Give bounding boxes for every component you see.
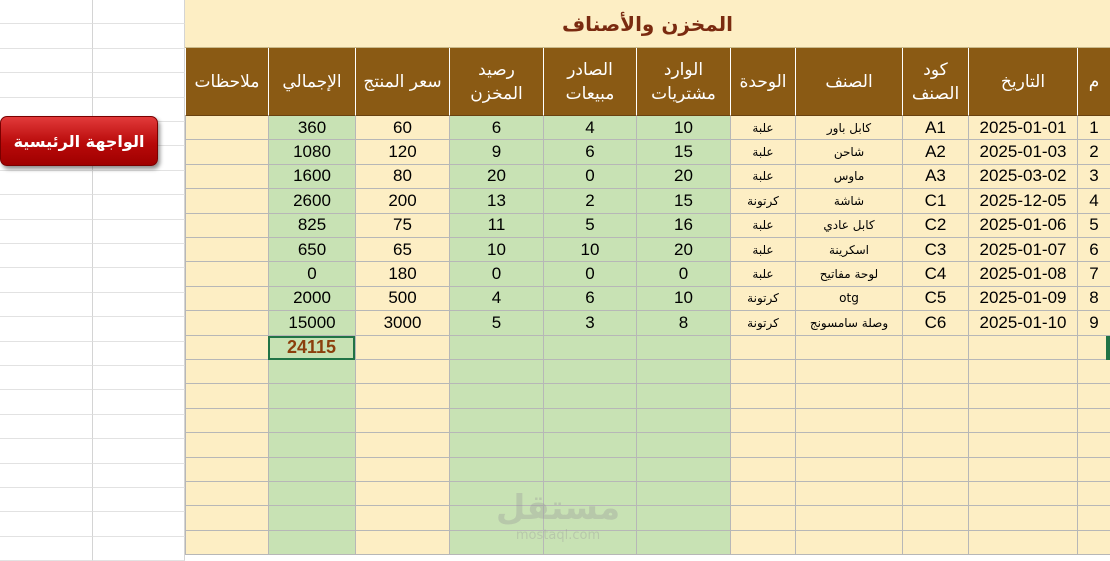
empty-cell[interactable] [795,336,902,360]
empty-cell[interactable] [185,360,268,384]
cell-m[interactable]: 2 [1077,140,1110,164]
empty-cell[interactable] [730,409,795,433]
empty-cell[interactable] [730,531,795,555]
cell-price[interactable]: 75 [355,214,449,238]
empty-cell[interactable] [185,384,268,408]
empty-cell[interactable] [730,458,795,482]
cell-out[interactable]: 2 [543,189,636,213]
empty-cell[interactable] [93,268,185,292]
empty-cell[interactable] [449,531,543,555]
empty-cell[interactable] [93,512,185,536]
cell-notes[interactable] [185,214,268,238]
empty-cell[interactable] [1077,458,1110,482]
empty-cell[interactable] [0,49,93,73]
empty-cell[interactable] [0,73,93,97]
cell-total[interactable]: 650 [268,238,355,262]
empty-cell[interactable] [93,317,185,341]
cell-code[interactable]: A3 [902,165,968,189]
cell-m[interactable]: 4 [1077,189,1110,213]
cell-stock[interactable]: 0 [449,262,543,286]
cell-total[interactable]: 0 [268,262,355,286]
cell-stock[interactable]: 9 [449,140,543,164]
cell-notes[interactable] [185,140,268,164]
empty-cell[interactable] [902,336,968,360]
empty-cell[interactable] [730,336,795,360]
empty-cell[interactable] [93,49,185,73]
empty-cell[interactable] [795,409,902,433]
empty-cell[interactable] [268,506,355,530]
empty-cell[interactable] [902,531,968,555]
empty-cell[interactable] [449,482,543,506]
empty-cell[interactable] [0,268,93,292]
empty-cell[interactable] [0,220,93,244]
empty-cell[interactable] [93,342,185,366]
cell-in[interactable]: 10 [636,116,730,140]
cell-date[interactable]: 2025-01-03 [968,140,1077,164]
empty-cell[interactable] [730,360,795,384]
empty-cell[interactable] [93,293,185,317]
sheet-title: المخزن والأصناف [185,0,1110,48]
cell-price[interactable]: 3000 [355,311,449,335]
cell-total[interactable]: 360 [268,116,355,140]
empty-cell[interactable] [795,531,902,555]
empty-cell[interactable] [795,482,902,506]
empty-cell[interactable] [795,360,902,384]
cell-in[interactable]: 15 [636,189,730,213]
grand-total-cell[interactable]: 24115 [268,336,355,360]
empty-cell[interactable] [185,458,268,482]
cell-notes[interactable] [185,165,268,189]
empty-cell[interactable] [0,512,93,536]
empty-cell[interactable] [0,464,93,488]
empty-cell[interactable] [449,336,543,360]
empty-cell[interactable] [93,220,185,244]
cell-unit[interactable]: كرتونة [730,311,795,335]
header-out[interactable]: الصادر مبيعات [543,48,636,116]
cell-notes[interactable] [185,311,268,335]
empty-cell[interactable] [636,409,730,433]
cell-unit[interactable]: علبة [730,262,795,286]
empty-cell[interactable] [1077,433,1110,457]
empty-cell[interactable] [543,482,636,506]
empty-cell[interactable] [268,384,355,408]
empty-cell[interactable] [968,409,1077,433]
empty-cell[interactable] [355,409,449,433]
cell-unit[interactable]: علبة [730,214,795,238]
cell-in[interactable]: 0 [636,262,730,286]
empty-cell[interactable] [543,433,636,457]
cell-stock[interactable]: 13 [449,189,543,213]
empty-cell[interactable] [636,531,730,555]
empty-cell[interactable] [0,195,93,219]
cell-m[interactable]: 6 [1077,238,1110,262]
empty-cell[interactable] [93,171,185,195]
cell-price[interactable]: 60 [355,116,449,140]
cell-date[interactable]: 2025-01-01 [968,116,1077,140]
cell-in[interactable]: 20 [636,238,730,262]
empty-cell[interactable] [968,506,1077,530]
main-interface-button[interactable]: الواجهة الرئيسية [0,116,158,166]
empty-cell[interactable] [0,317,93,341]
empty-cell[interactable] [185,433,268,457]
cell-code[interactable]: C6 [902,311,968,335]
empty-cell[interactable] [185,409,268,433]
empty-cell[interactable] [0,488,93,512]
cell-total[interactable]: 2600 [268,189,355,213]
empty-cell[interactable] [268,409,355,433]
empty-cell[interactable] [355,482,449,506]
cell-item[interactable]: كابل باور [795,116,902,140]
cell-code[interactable]: C2 [902,214,968,238]
empty-cell[interactable] [902,409,968,433]
empty-cell[interactable] [185,482,268,506]
empty-cell[interactable] [355,433,449,457]
empty-cell[interactable] [93,390,185,414]
empty-cell[interactable] [185,336,268,360]
empty-cell[interactable] [0,244,93,268]
empty-cell[interactable] [1077,360,1110,384]
cell-item[interactable]: ماوس [795,165,902,189]
cell-m[interactable]: 7 [1077,262,1110,286]
empty-cell[interactable] [268,360,355,384]
empty-cell[interactable] [93,73,185,97]
cell-item[interactable]: otg [795,287,902,311]
cell-code[interactable]: C3 [902,238,968,262]
empty-cell[interactable] [355,360,449,384]
cell-in[interactable]: 16 [636,214,730,238]
empty-cell[interactable] [0,415,93,439]
cell-m[interactable]: 9 [1077,311,1110,335]
empty-cell[interactable] [0,390,93,414]
cell-stock[interactable]: 11 [449,214,543,238]
cell-stock[interactable]: 10 [449,238,543,262]
empty-cell[interactable] [795,506,902,530]
header-total[interactable]: الإجمالي [268,48,355,116]
cell-m[interactable]: 8 [1077,287,1110,311]
cell-out[interactable]: 4 [543,116,636,140]
empty-cell[interactable] [449,506,543,530]
cell-stock[interactable]: 6 [449,116,543,140]
header-stock[interactable]: رصيد المخزن [449,48,543,116]
cell-unit[interactable]: كرتونة [730,287,795,311]
cell-notes[interactable] [185,262,268,286]
empty-cell[interactable] [968,531,1077,555]
cell-in[interactable]: 10 [636,287,730,311]
empty-cell[interactable] [902,482,968,506]
empty-cell[interactable] [449,409,543,433]
cell-unit[interactable]: علبة [730,116,795,140]
cell-out[interactable]: 0 [543,262,636,286]
cell-stock[interactable]: 4 [449,287,543,311]
header-date[interactable]: التاريخ [968,48,1077,116]
cell-m[interactable]: 5 [1077,214,1110,238]
empty-cell[interactable] [355,531,449,555]
empty-cell[interactable] [0,24,93,48]
empty-cell[interactable] [355,458,449,482]
cell-in[interactable]: 15 [636,140,730,164]
empty-cell[interactable] [730,482,795,506]
header-m[interactable]: م [1077,48,1110,116]
cell-out[interactable]: 3 [543,311,636,335]
cell-out[interactable]: 0 [543,165,636,189]
empty-cell[interactable] [795,458,902,482]
empty-cell[interactable] [902,384,968,408]
watermark-main-text: مستقل [495,488,621,528]
empty-cell[interactable] [1077,384,1110,408]
cell-item[interactable]: وصلة سامسونج [795,311,902,335]
empty-cell[interactable] [1077,531,1110,555]
header-in[interactable]: الوارد مشتريات [636,48,730,116]
empty-cell[interactable] [730,384,795,408]
empty-cell[interactable] [543,409,636,433]
empty-cell[interactable] [0,439,93,463]
cell-price[interactable]: 120 [355,140,449,164]
empty-cell[interactable] [1077,409,1110,433]
empty-cell[interactable] [902,360,968,384]
cell-notes[interactable] [185,287,268,311]
empty-cell[interactable] [730,506,795,530]
cell-code[interactable]: C5 [902,287,968,311]
empty-cell[interactable] [968,458,1077,482]
empty-cell[interactable] [636,336,730,360]
cell-total[interactable]: 1080 [268,140,355,164]
empty-cell[interactable] [902,506,968,530]
cell-price[interactable]: 180 [355,262,449,286]
empty-cell[interactable] [355,506,449,530]
cell-total[interactable]: 15000 [268,311,355,335]
empty-cell[interactable] [0,342,93,366]
empty-cell[interactable] [268,531,355,555]
header-unit[interactable]: الوحدة [730,48,795,116]
cell-item[interactable]: شاشة [795,189,902,213]
empty-cell[interactable] [93,415,185,439]
cell-out[interactable]: 5 [543,214,636,238]
empty-cell[interactable] [93,366,185,390]
empty-cell[interactable] [268,433,355,457]
cell-in[interactable]: 8 [636,311,730,335]
header-notes[interactable]: ملاحظات [185,48,268,116]
header-price[interactable]: سعر المنتج [355,48,449,116]
cell-notes[interactable] [185,116,268,140]
empty-cell[interactable] [0,293,93,317]
cell-item[interactable]: كابل عادي [795,214,902,238]
cell-price[interactable]: 80 [355,165,449,189]
header-code[interactable]: كود الصنف [902,48,968,116]
empty-cell[interactable] [636,360,730,384]
empty-cell[interactable] [93,195,185,219]
empty-cell[interactable] [268,458,355,482]
cell-stock[interactable]: 20 [449,165,543,189]
empty-cell[interactable] [93,488,185,512]
watermark-sub-text: mostaql.com [515,528,601,543]
cell-notes[interactable] [185,189,268,213]
empty-cell[interactable] [449,360,543,384]
cell-out[interactable]: 6 [543,287,636,311]
cell-total[interactable]: 1600 [268,165,355,189]
cell-date[interactable]: 2025-01-10 [968,311,1077,335]
empty-cell[interactable] [93,0,185,24]
cell-code[interactable]: C4 [902,262,968,286]
cell-in[interactable]: 20 [636,165,730,189]
empty-cell[interactable] [93,439,185,463]
cell-date[interactable]: 2025-01-09 [968,287,1077,311]
empty-cell[interactable] [1077,482,1110,506]
empty-cell[interactable] [0,537,93,561]
cell-unit[interactable]: كرتونة [730,189,795,213]
empty-cell[interactable] [968,360,1077,384]
cell-out[interactable]: 10 [543,238,636,262]
empty-cell[interactable] [968,482,1077,506]
cell-price[interactable]: 200 [355,189,449,213]
empty-cell[interactable] [543,506,636,530]
empty-cell[interactable] [543,531,636,555]
cell-item[interactable]: اسكرينة [795,238,902,262]
cell-date[interactable]: 2025-01-07 [968,238,1077,262]
empty-cell[interactable] [449,458,543,482]
cell-out[interactable]: 6 [543,140,636,164]
empty-cell[interactable] [185,531,268,555]
cell-stock[interactable]: 5 [449,311,543,335]
cell-date[interactable]: 2025-03-02 [968,165,1077,189]
empty-cell[interactable] [0,171,93,195]
empty-cell[interactable] [543,360,636,384]
empty-cell[interactable] [968,384,1077,408]
empty-cell[interactable] [449,384,543,408]
empty-cell[interactable] [449,433,543,457]
empty-cell[interactable] [185,506,268,530]
empty-cell[interactable] [93,464,185,488]
empty-cell[interactable] [1077,506,1110,530]
cell-code[interactable]: C1 [902,189,968,213]
empty-cell[interactable] [268,482,355,506]
empty-cell[interactable] [543,384,636,408]
empty-cell[interactable] [93,537,185,561]
empty-cell[interactable] [636,482,730,506]
empty-cell[interactable] [795,433,902,457]
cell-code[interactable]: A1 [902,116,968,140]
cell-item[interactable]: لوحة مفاتيح [795,262,902,286]
empty-cell[interactable] [968,336,1077,360]
empty-cell[interactable] [902,433,968,457]
cell-notes[interactable] [185,238,268,262]
cell-code[interactable]: A2 [902,140,968,164]
cell-m[interactable]: 3 [1077,165,1110,189]
cell-item[interactable]: شاحن [795,140,902,164]
empty-cell[interactable] [636,384,730,408]
empty-cell[interactable] [902,458,968,482]
cell-price[interactable]: 500 [355,287,449,311]
empty-cell[interactable] [795,384,902,408]
cell-total[interactable]: 2000 [268,287,355,311]
empty-cell[interactable] [93,24,185,48]
empty-cell[interactable] [543,336,636,360]
empty-cell[interactable] [0,366,93,390]
cell-unit[interactable]: علبة [730,165,795,189]
header-item[interactable]: الصنف [795,48,902,116]
empty-cell[interactable] [730,433,795,457]
empty-cell[interactable] [93,244,185,268]
empty-cell[interactable] [355,336,449,360]
empty-cell[interactable] [636,433,730,457]
empty-cell[interactable] [0,0,93,24]
cell-m[interactable]: 1 [1077,116,1110,140]
empty-cell[interactable] [355,384,449,408]
empty-cell[interactable] [636,458,730,482]
empty-cell[interactable] [968,433,1077,457]
cell-date[interactable]: 2025-12-05 [968,189,1077,213]
cell-price[interactable]: 65 [355,238,449,262]
cell-date[interactable]: 2025-01-08 [968,262,1077,286]
cell-unit[interactable]: علبة [730,238,795,262]
cell-total[interactable]: 825 [268,214,355,238]
cell-unit[interactable]: علبة [730,140,795,164]
selection-edge [1106,336,1110,360]
cell-date[interactable]: 2025-01-06 [968,214,1077,238]
empty-cell[interactable] [543,458,636,482]
empty-cell[interactable] [636,506,730,530]
